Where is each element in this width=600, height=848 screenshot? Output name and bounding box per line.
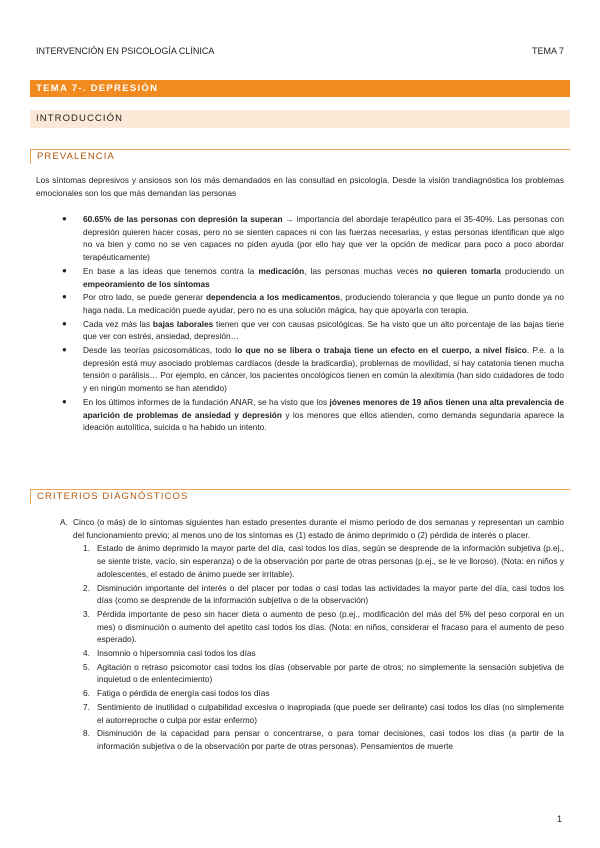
bullet-dot-icon: ● (62, 214, 67, 223)
bullet-text: , produciendo tolerancia y que llegue un punto donde ya no haga nada. La medicación puede ayudar, pero no es una solución mágica, hay que apoyarla con terapia. (83, 292, 564, 315)
symptom-item (83, 661, 564, 686)
bullet-bold: medicación (258, 265, 305, 276)
bullet-item (60, 396, 564, 434)
bullet-text: tienen que ver con causas psicológicas. Se ha visto que un alto porcentaje de las bajas tiene que ver con estrés, ansiedad, depresión… (83, 318, 564, 342)
bullet-dot-icon: ● (62, 396, 67, 406)
symptom-number: 5. (83, 661, 90, 672)
bullet-text: Cada vez más las (83, 318, 153, 329)
symptom-item (83, 542, 564, 580)
bullet-dot-icon: ● (62, 318, 67, 328)
bullet-dot-icon: ● (62, 345, 67, 355)
bullet-item (60, 318, 564, 343)
criterios-heading: CRITERIOS DIAGNÓSTICOS (30, 489, 570, 504)
bullet-bold: empeoramiento de los síntomas (83, 278, 210, 289)
symptom-item (83, 582, 564, 607)
bullet-bold: dependencia a los medicamentos (205, 292, 341, 303)
symptom-text: Fatiga o pérdida de energía casi todos los días (97, 688, 270, 699)
bullet-bold: jóvenes menores de 19 años tienen una alta prevalencia de aparición de problemas de ansiedad y depresión (83, 396, 564, 420)
bullet-text: produciendo un (500, 265, 565, 276)
symptom-list (60, 542, 564, 752)
prevalencia-paragraph: Los síntomas depresivos y ansiosos son los más demandados en las consultad en psicología. Desde la visión trandiagnóstica los problemas emocionales son los que más demandan las personas (36, 175, 564, 198)
criterion-intro: Cinco (o más) de lo síntomas siguientes han estado presentes durante el mismo periodo de dos semanas y representan un cambio del funcionamiento previo; al menos uno de los síntomas es (1) estado de ánimo deprimido o (2) pérdida de interés o placer. (73, 517, 564, 540)
symptom-text: Sentimiento de inutilidad o culpabilidad excesiva o inapropiada (que puede ser delirante) casi todos los días (no simplemente el autorreproche o culpa por estar enfermo) (97, 701, 564, 725)
bullet-text: . P.e. a la depresión está muy asociado problemas cardíacos (desde la bradicardia), problemas de movilidad, si hay catatonia tienen mucha tensión o parálisis… Por ejemplo, en cáncer, los pacientes oncológicos tienen en común la alexitimia (han sido cuidadores de todo y en ningún momento se han atendido) (83, 345, 564, 394)
symptom-number: 2. (83, 582, 90, 593)
bullet-bold: bajas laborales (152, 318, 214, 329)
bullet-item (60, 291, 564, 316)
symptom-item (83, 701, 564, 726)
symptom-number: 1. (83, 543, 90, 554)
criterion-letter: A. (60, 517, 68, 527)
criterios-list (60, 516, 564, 754)
symptom-text: Pérdida importante de peso sin hacer dieta o aumento de peso (p.ej., modificación del más del 5% del peso corporal en un mes) o disminución o aumento del apetito casi todos los días. (Nota: en niños, considerar el fracaso para el aumento de peso esperado). (97, 608, 564, 645)
bullet-item (60, 344, 564, 395)
symptom-text: Agitación o retraso psicomotor casi todos los días (observable por parte de otros; no simplemente la sensación subjetiva de inquietud o de enlentecimiento) (97, 661, 564, 685)
bullet-bold: lo que no se libera o trabaja tiene un efecto en el cuerpo, a nivel físico (234, 345, 527, 356)
bullet-bold: 60.65% de las personas con depresión la superan (83, 214, 283, 224)
symptom-number: 3. (83, 608, 90, 619)
symptom-text: Disminución importante del interés o del placer por todas o casi todas las actividades la mayor parte del día, casi todos los días (como se desprende de la información subjetiva o de la observación) (97, 582, 564, 606)
bullet-text: Desde las teorías psicosomáticas, todo (83, 345, 235, 356)
bullet-text: En base a las ideas que tenemos contra la (83, 265, 259, 276)
bullet-text: → importancia del abordaje terapéutico para el 35-40%. Las personas con depresión quieren hacer cosas, pero no se sienten capaces ni con las fuerzas necesarias, y estas personas identifican que algo no va bien y como no se ven capaces no piden ayuda (por ello hay que ver la opción de medicar para poco a poco abordar terapéuticamente) (83, 214, 564, 263)
bullet-dot-icon: ● (62, 292, 67, 302)
intro-heading: INTRODUCCIÓN (30, 110, 570, 128)
page-number: 1 (556, 814, 562, 824)
bullet-text: Por otro lado, se puede generar (83, 292, 206, 303)
bullet-text: En los últimos informes de la fundación ANAR, se ha visto que los (83, 396, 330, 407)
bullet-item (60, 213, 564, 264)
bullet-item (60, 265, 564, 290)
prevalencia-heading: PREVALENCIA (30, 149, 570, 164)
bullet-bold: no quieren tomarla (422, 265, 501, 276)
prevalencia-bullets (60, 213, 564, 435)
symptom-number: 6. (83, 688, 90, 699)
chapter-title: TEMA 7-. DEPRESIÓN (30, 80, 570, 97)
symptom-item (83, 727, 564, 752)
bullet-dot-icon: ● (62, 265, 67, 275)
symptom-text: Estado de ánimo deprimido la mayor parte del día, casi todos los días, según se desprende de la información subjetiva (p.ej., se siente triste, vacío, sin esperanza) o de la observación por parte de otras personas (p.ej., se le ve lloroso). (Nota: en niños y adolescentes, el estado de ánimo puede ser irritable). (97, 543, 564, 579)
symptom-number: 8. (83, 728, 90, 739)
symptom-text: Disminución de la capacidad para pensar o concentrarse, o para tomar decisiones, casi todos los días (a partir de la información subjetiva o de la observación por parte de otras personas). Pensamientos de muerte (97, 728, 564, 751)
header-topic: TEMA 7 (531, 46, 564, 56)
symptom-item (83, 687, 564, 700)
bullet-text: , las personas muchas veces (304, 265, 423, 276)
symptom-number: 4. (83, 648, 90, 659)
header-course: INTERVENCIÓN EN PSICOLOGÍA CLÍNICA (36, 46, 215, 56)
symptom-item (83, 608, 564, 646)
bullet-text: y los menores que ellos atienden, como demanda segundaria aparece la ideación autolítica, suicida o ha habido un intento. (83, 409, 564, 433)
symptom-item (83, 647, 564, 660)
page-header (36, 46, 564, 56)
symptom-number: 7. (83, 701, 90, 712)
symptom-text: Insomnio o hipersomnia casi todos los días (97, 648, 256, 659)
